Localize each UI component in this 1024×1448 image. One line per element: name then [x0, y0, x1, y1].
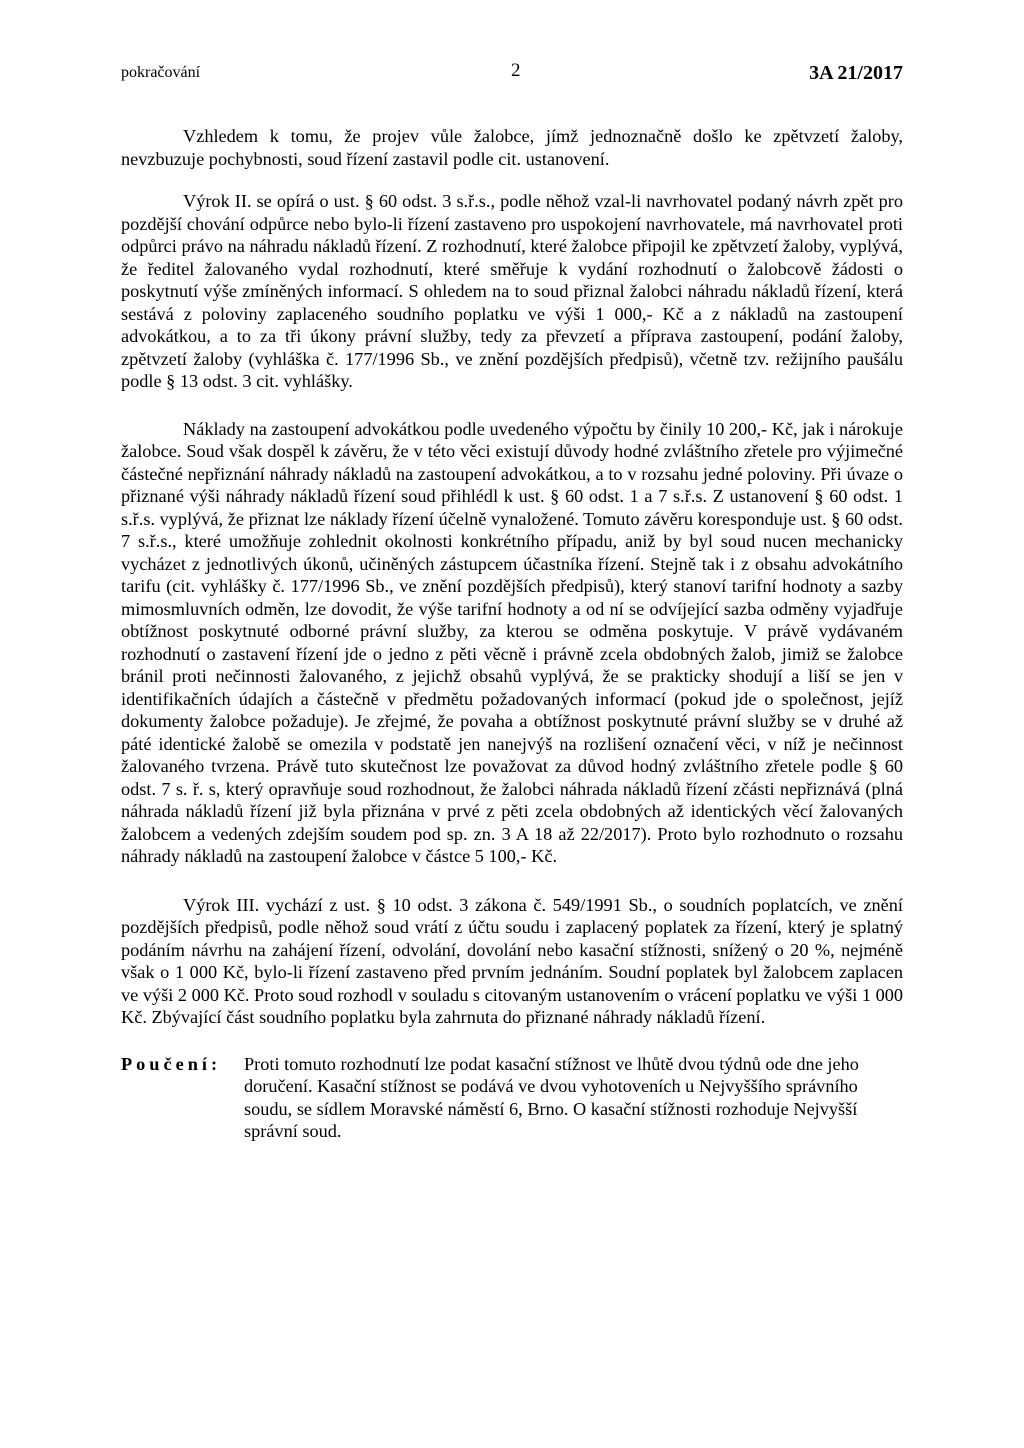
- paragraph-intro: Vzhledem k tomu, že projev vůle žalobce, jímž jednoznačně došlo ke zpětvzetí žaloby, nevzbuzuje pochybnosti, soud řízení zastavil podle cit. ustanovení.: [121, 126, 903, 169]
- paragraph-costs: Náklady na zastoupení advokátkou podle uvedeného výpočtu by činily 10 200,- Kč, jak i nárokuje žalobce. Soud však dospěl k závěru, že v této věci existují důvody hodné zvláštního zřetele pro výjimečné částečné nepřiznání náhrady nákladů na zastoupení advokátkou, a to v rozsahu jedné poloviny. Při úvaze o přiznané výši náhrady nákladů řízení soud přihlédl k ust. § 60 odst. 1 a 7 s.ř.s. Z ustanovení § 60 odst. 1 s.ř.s. vyplývá, že přiznat lze náklady řízení účelně vynaložené. Tomuto závěru koresponduje ust. § 60 odst. 7 s.ř.s., které umožňuje zohlednit okolnosti konkrétního případu, aniž by byl soud nucen mechanicky vycházet z jednotlivých úkonů, učiněných zástupcem účastníka řízení. Stejně tak i z obsahu advokátního tarifu (cit. vyhlášky č. 177/1996 Sb., ve znění pozdějších předpisů), který stanoví tarifní hodnoty a sazby mimosmluvních odměn, lze dovodit, že výše tarifní hodnoty a od ní se odvíjející sazba odměny vyjadřuje obtížnost poskytnuté odborné právní služby, za kterou se odměna poskytuje. V právě vydávaném rozhodnutí o zastavení řízení jde o jedno z pěti věcně i právně zcela obdobných žalob, jimiž se žalobce bránil proti nečinnosti žalovaného, z jejichž obsahů vyplývá, že se prakticky shodují a liší se jen v identifikačních údajích a částečně v předmětu požadovaných informací (pokud jde o společnost, jejíž dokumenty žalobce požaduje). Je zřejmé, že povaha a obtížnost poskytnuté právní služby se v druhé až páté identické žalobě se omezila v podstatě jen nanejvýš na rozlišení označení věci, v níž je nečinnost žalovaného tvrzena. Právě tuto skutečnost lze považovat za důvod hodný zvláštního zřetele podle § 60 odst. 7 s. ř. s, který opravňuje soud rozhodnout, že žalobci náhrada nákladů řízení zčásti nepřiznává (plná náhrada nákladů řízení již byla přiznána v prvé z pěti zcela obdobných až identických věcí žalovaných žalobcem a vedených zdejším soudem pod sp. zn. 3 A 18 až 22/2017). Proto bylo rozhodnuto o rozsahu náhrady nákladů na zastoupení žalobce v částce 5 100,- Kč.: [121, 418, 903, 866]
- legal-instruction: [121, 1053, 903, 1143]
- legal-instruction-label: Poučení:: [121, 1053, 222, 1074]
- paragraph-verdict-2: Výrok II. se opírá o ust. § 60 odst. 3 s.ř.s., podle něhož vzal-li navrhovatel podaný návrh zpět pro pozdější chování odpůrce nebo bylo-li řízení zastaveno pro uspokojení navrhovatele, má navrhovatel proti odpůrci právo na náhradu nákladů řízení. Z rozhodnutí, které žalobce připojil ke zpětvzetí žaloby, vyplývá, že ředitel žalovaného vydal rozhodnutí, které směřuje k vydání rozhodnutí o žalobcově žádosti o poskytnutí výše zmíněných informací. S ohledem na to soud přiznal žalobci náhradu nákladů řízení, která sestává z poloviny zaplaceného soudního poplatku ve výši 1 000,- Kč a z nákladů na zastoupení advokátkou, a to za tři úkony právní služby, tedy za převzetí a příprava zastoupení, podání žaloby, zpětvzetí žaloby (vyhláška č. 177/1996 Sb., ve znění pozdějších předpisů), včetně tzv. režijního paušálu podle § 13 odst. 3 cit. vyhlášky.: [121, 191, 903, 391]
- legal-instruction-text: Proti tomuto rozhodnutí lze podat kasační stížnost ve lhůtě dvou týdnů ode dne jeho doručení. Kasační stížnost se podává ve dvou vyhotoveních u Nejvyššího správního soudu, se sídlem Moravské náměstí 6, Brno. O kasační stížnosti rozhoduje Nejvyšší správní soud.: [244, 1053, 859, 1141]
- case-number: 3A 21/2017: [809, 62, 903, 84]
- document-body: [121, 125, 903, 1143]
- page-number: 2: [511, 60, 521, 81]
- continuation-label: pokračování: [121, 64, 201, 81]
- page-header: [121, 60, 903, 90]
- paragraph-verdict-3: Výrok III. vychází z ust. § 10 odst. 3 zákona č. 549/1991 Sb., o soudních poplatcích, ve znění pozdějších předpisů, podle něhož soud vrátí z účtu soudu i zaplacený poplatek za řízení, který je splatný podáním návrhu na zahájení řízení, odvolání, dovolání nebo kasační stížnosti, snížený o 20 %, nejméně však o 1 000 Kč, bylo-li řízení zastaveno před prvním jednáním. Soudní poplatek byl žalobcem zaplacen ve výši 2 000 Kč. Proto soud rozhodl v souladu s citovaným ustanovením o vrácení poplatku ve výši 1 000 Kč. Zbývající část soudního poplatku byla zahrnuta do přiznané náhrady nákladů řízení.: [121, 894, 903, 1027]
